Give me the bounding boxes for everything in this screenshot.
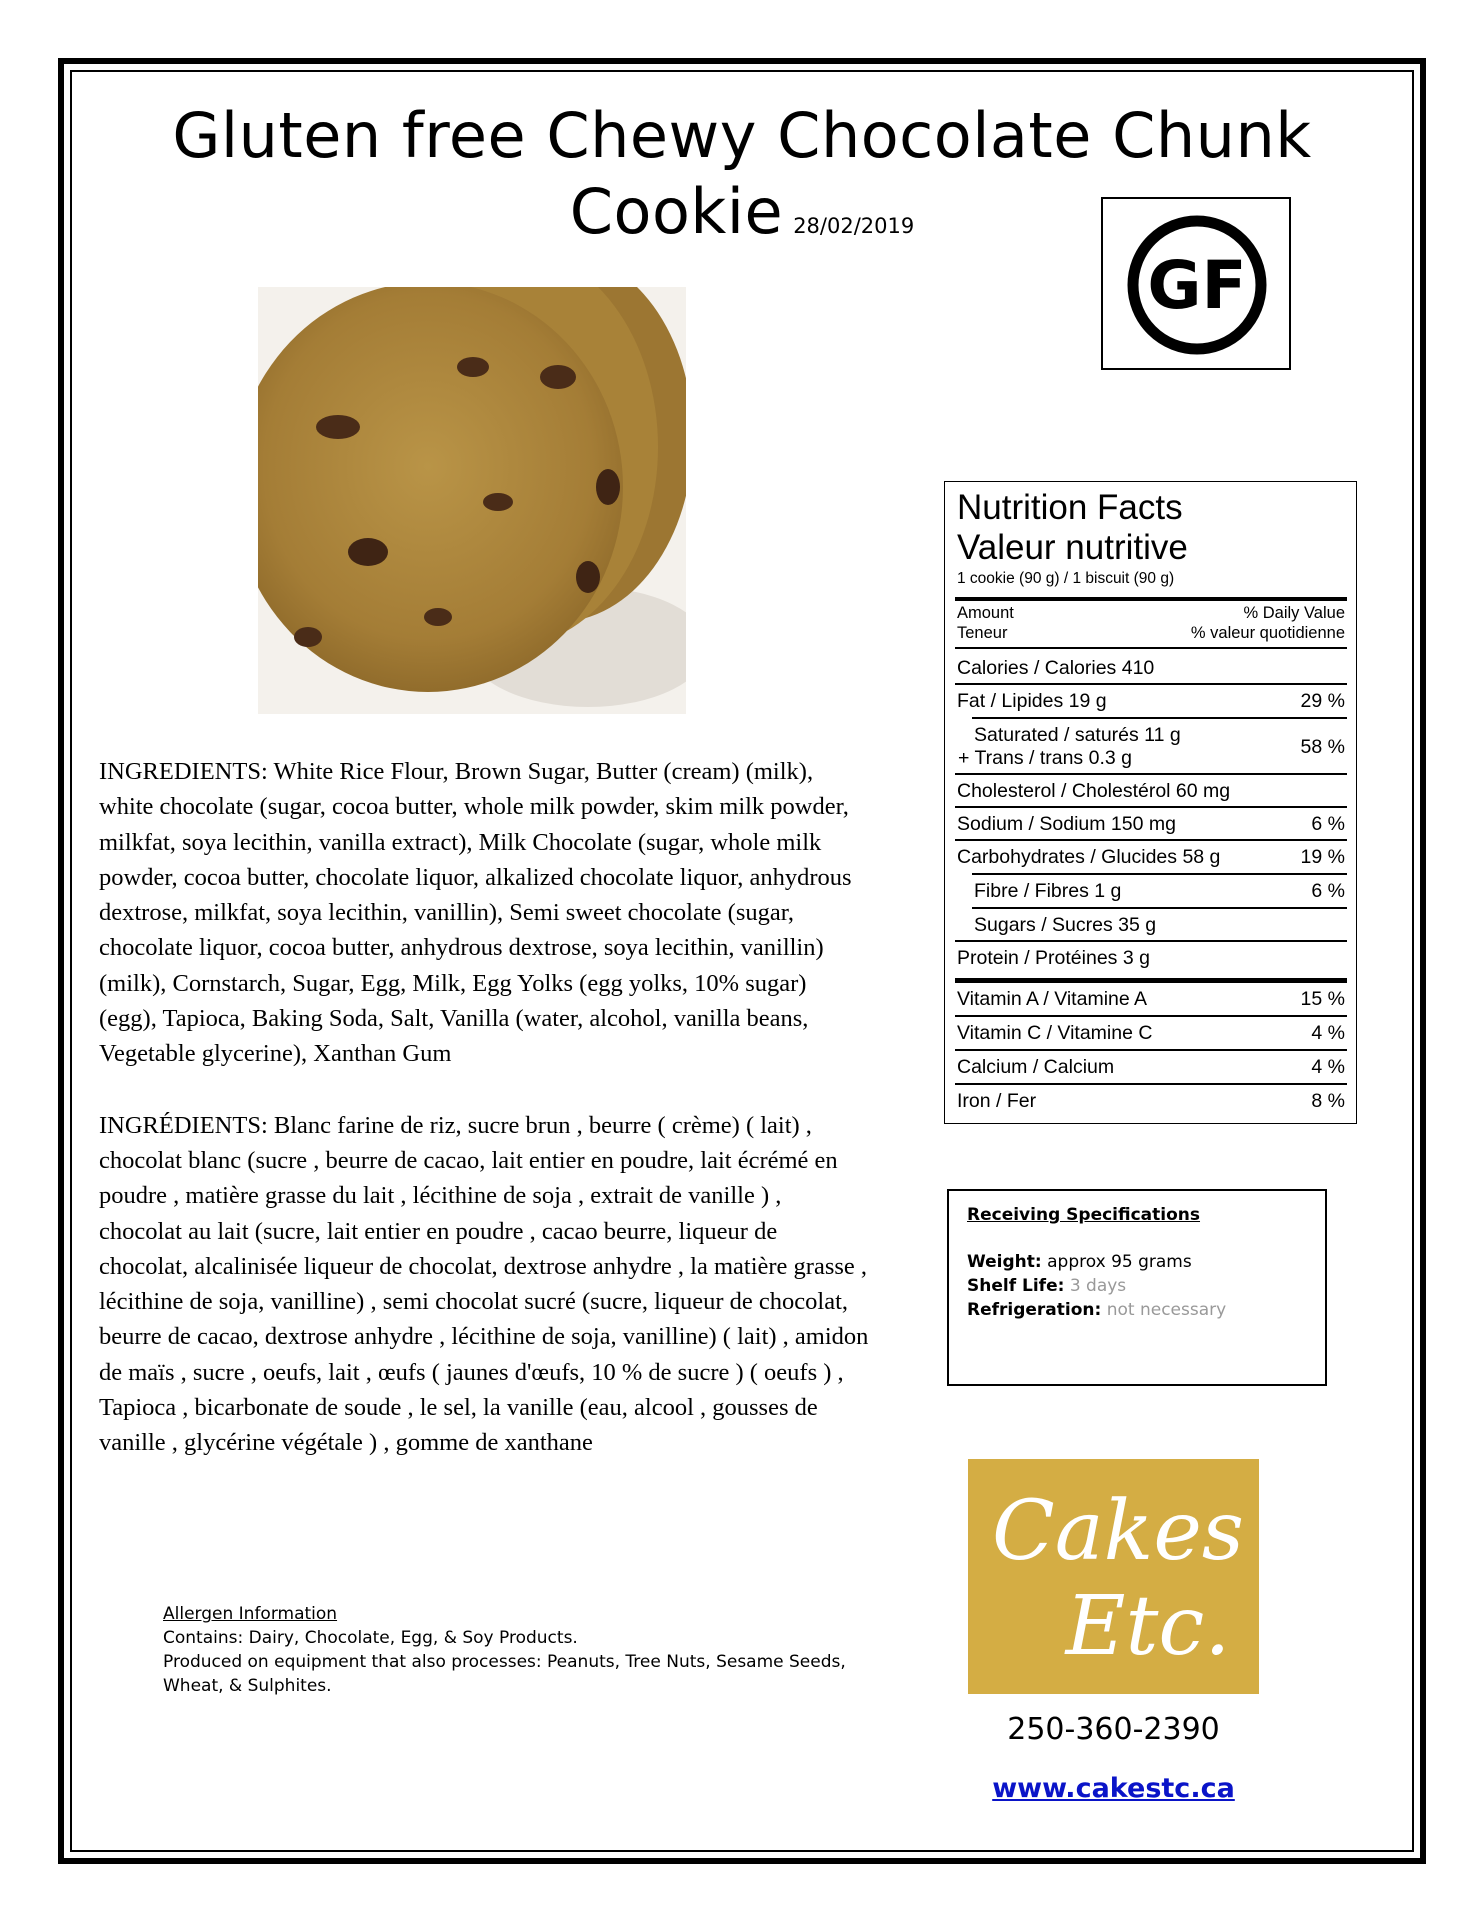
carbs-dv: 19 %: [1300, 846, 1345, 868]
fat-label: Fat / Lipides 19 g: [957, 690, 1107, 712]
website-link[interactable]: www.cakestc.ca: [992, 1773, 1235, 1804]
divider: [955, 940, 1347, 942]
ingredients-french: INGRÉDIENTS: Blanc farine de riz, sucre brun , beurre ( crème) ( lait) , chocolat blanc (sucre , beurre de cacao, lait entier en poudre, lait écrémé en poudre , matière grasse du lait , lécithine de soja , extrait de vanille ) , chocolat au lait (sucre, lait entier en poudre , cacao beurre, liqueur de chocolat, alcalinisée liqueur de chocolat, dextrose anhydre , la matière grasse , lécithine de soja, vanilline) , semi chocolat sucré (sucre, liqueur de chocolat, beurre de cacao, dextrose anhydre , lécithine de soja, vanilline) ( lait) , amidon de maïs , sucre , oeufs, lait , œufs ( jaunes d'œufs, 10 % de sucre ) ( oeufs ) , Tapioca , bicarbonate de soude , le sel, la vanille (eau, alcool , gousses de vanille , glycérine végétale ) , gomme de xanthane: [99, 1111, 869, 1457]
amount-en: Amount: [957, 604, 1014, 622]
row-sugars: [974, 914, 1345, 937]
nutrition-title: [957, 488, 1188, 568]
row-sodium: [957, 813, 1345, 836]
refrigeration-value: not necessary: [1106, 1300, 1227, 1320]
receiving-refrigeration: [967, 1298, 1307, 1322]
row-iron: [957, 1090, 1345, 1113]
receiving-specifications: [947, 1189, 1327, 1386]
vitamin-c-label: Vitamin C / Vitamine C: [957, 1022, 1153, 1044]
row-cholesterol: [957, 780, 1345, 803]
saturated-dv: 58 %: [1300, 736, 1345, 758]
carbs-label: Carbohydrates / Glucides 58 g: [957, 846, 1221, 868]
fibre-dv: 6 %: [1311, 880, 1345, 902]
row-calories: [957, 657, 1345, 680]
nutrition-title-en: Nutrition Facts: [957, 488, 1183, 527]
saturated-label: Saturated / saturés 11 g: [974, 724, 1181, 746]
divider-thick: [955, 597, 1347, 601]
logo-text-cakes: Cakes: [992, 1484, 1244, 1579]
divider: [955, 806, 1347, 808]
refrigeration-label: Refrigeration:: [967, 1300, 1102, 1320]
allergen-equipment-2: Wheat, & Sulphites.: [163, 1676, 332, 1696]
iron-label: Iron / Fer: [957, 1090, 1037, 1112]
divider-thick: [955, 978, 1347, 983]
iron-dv: 8 %: [1311, 1090, 1345, 1112]
row-fat: [957, 690, 1345, 713]
row-saturated: [958, 724, 1345, 770]
divider: [955, 839, 1347, 841]
row-protein: [957, 947, 1345, 970]
allergen-info: [163, 1602, 943, 1698]
calcium-dv: 4 %: [1311, 1056, 1345, 1078]
divider: [955, 1015, 1347, 1017]
sodium-label: Sodium / Sodium 150 mg: [957, 813, 1176, 835]
receiving-heading: Receiving Specifications: [967, 1205, 1201, 1225]
row-vitamin-a: [957, 988, 1345, 1011]
cholesterol-label: Cholesterol / Cholestérol 60 mg: [957, 780, 1231, 802]
receiving-weight: [967, 1250, 1307, 1274]
cookie-photo: [258, 287, 686, 714]
divider: [955, 683, 1347, 685]
gluten-free-badge: [1101, 197, 1291, 370]
divider: [972, 907, 1347, 909]
vitamin-a-dv: 15 %: [1300, 988, 1345, 1010]
nutrition-facts-table: [944, 481, 1357, 1124]
weight-value: approx 95 grams: [1047, 1252, 1192, 1272]
row-fibre: [974, 880, 1345, 903]
label-date: 28/02/2019: [793, 214, 915, 238]
ingredients-english: INGREDIENTS: White Rice Flour, Brown Sugar, Butter (cream) (milk), white chocolate (sugar, cocoa butter, whole milk powder, skim milk powder, milkfat, soya lecithin, vanilla extract), Milk Chocolate (sugar, whole milk powder, cocoa butter, chocolate liquor, alkalized chocolate liquor, anhydrous dextrose, milkfat, soya lecithin, vanillin), Semi sweet chocolate (sugar, chocolate liquor, cocoa butter, anhydrous dextrose, soya lecithin, vanillin) (milk), Cornstarch, Sugar, Egg, Milk, Egg Yolks (egg yolks, 10% sugar) (egg), Tapioca, Baking Soda, Salt, Vanilla (water, alcohol, vanilla beans, Vegetable glycerine), Xanthan Gum: [99, 758, 852, 1068]
divider: [972, 717, 1347, 719]
logo-icon: [968, 1459, 1259, 1694]
amount-fr: Teneur: [957, 624, 1008, 642]
amount-header: [957, 603, 1345, 643]
sodium-dv: 6 %: [1311, 813, 1345, 835]
row-vitamin-c: [957, 1022, 1345, 1045]
ingredients-section: [99, 754, 869, 1497]
trans-label: + Trans / trans 0.3 g: [958, 747, 1132, 769]
serving-size: 1 cookie (90 g) / 1 biscuit (90 g): [957, 570, 1175, 587]
shelf-life-value: 3 days: [1069, 1276, 1127, 1296]
nutrition-title-fr: Valeur nutritive: [957, 528, 1188, 567]
divider: [955, 1049, 1347, 1051]
receiving-shelf-life: [967, 1274, 1307, 1298]
gf-text: GF: [1147, 247, 1247, 324]
calcium-label: Calcium / Calcium: [957, 1056, 1115, 1078]
logo-text-etc: Etc.: [1065, 1579, 1231, 1674]
shelf-life-label: Shelf Life:: [967, 1276, 1065, 1296]
sugars-label: Sugars / Sucres 35 g: [974, 914, 1157, 936]
row-calcium: [957, 1056, 1345, 1079]
cakes-etc-logo: [968, 1459, 1259, 1694]
fibre-label: Fibre / Fibres 1 g: [974, 880, 1122, 902]
fat-dv: 29 %: [1300, 690, 1345, 712]
protein-label: Protein / Protéines 3 g: [957, 947, 1150, 969]
phone-number: 250-360-2390: [1007, 1712, 1220, 1747]
allergen-equipment-1: Produced on equipment that also processes: Peanuts, Tree Nuts, Sesame Seeds,: [163, 1652, 846, 1672]
allergen-heading: Allergen Information: [163, 1604, 338, 1624]
weight-label: Weight:: [967, 1252, 1042, 1272]
divider: [955, 647, 1347, 649]
divider: [972, 873, 1347, 875]
calories-label: Calories / Calories 410: [957, 657, 1155, 679]
vitamin-c-dv: 4 %: [1311, 1022, 1345, 1044]
divider: [955, 1083, 1347, 1085]
dv-fr: % valeur quotidienne: [1190, 624, 1345, 642]
row-carbs: [957, 846, 1345, 869]
vitamin-a-label: Vitamin A / Vitamine A: [957, 988, 1148, 1010]
divider: [955, 773, 1347, 775]
allergen-contains: Contains: Dairy, Chocolate, Egg, & Soy Products.: [163, 1628, 578, 1648]
title-word-cookie: Cookie: [569, 175, 784, 248]
title-line-1: Gluten free Chewy Chocolate Chunk: [172, 99, 1312, 172]
gf-icon: [1122, 212, 1272, 358]
dv-en: % Daily Value: [1243, 604, 1345, 622]
